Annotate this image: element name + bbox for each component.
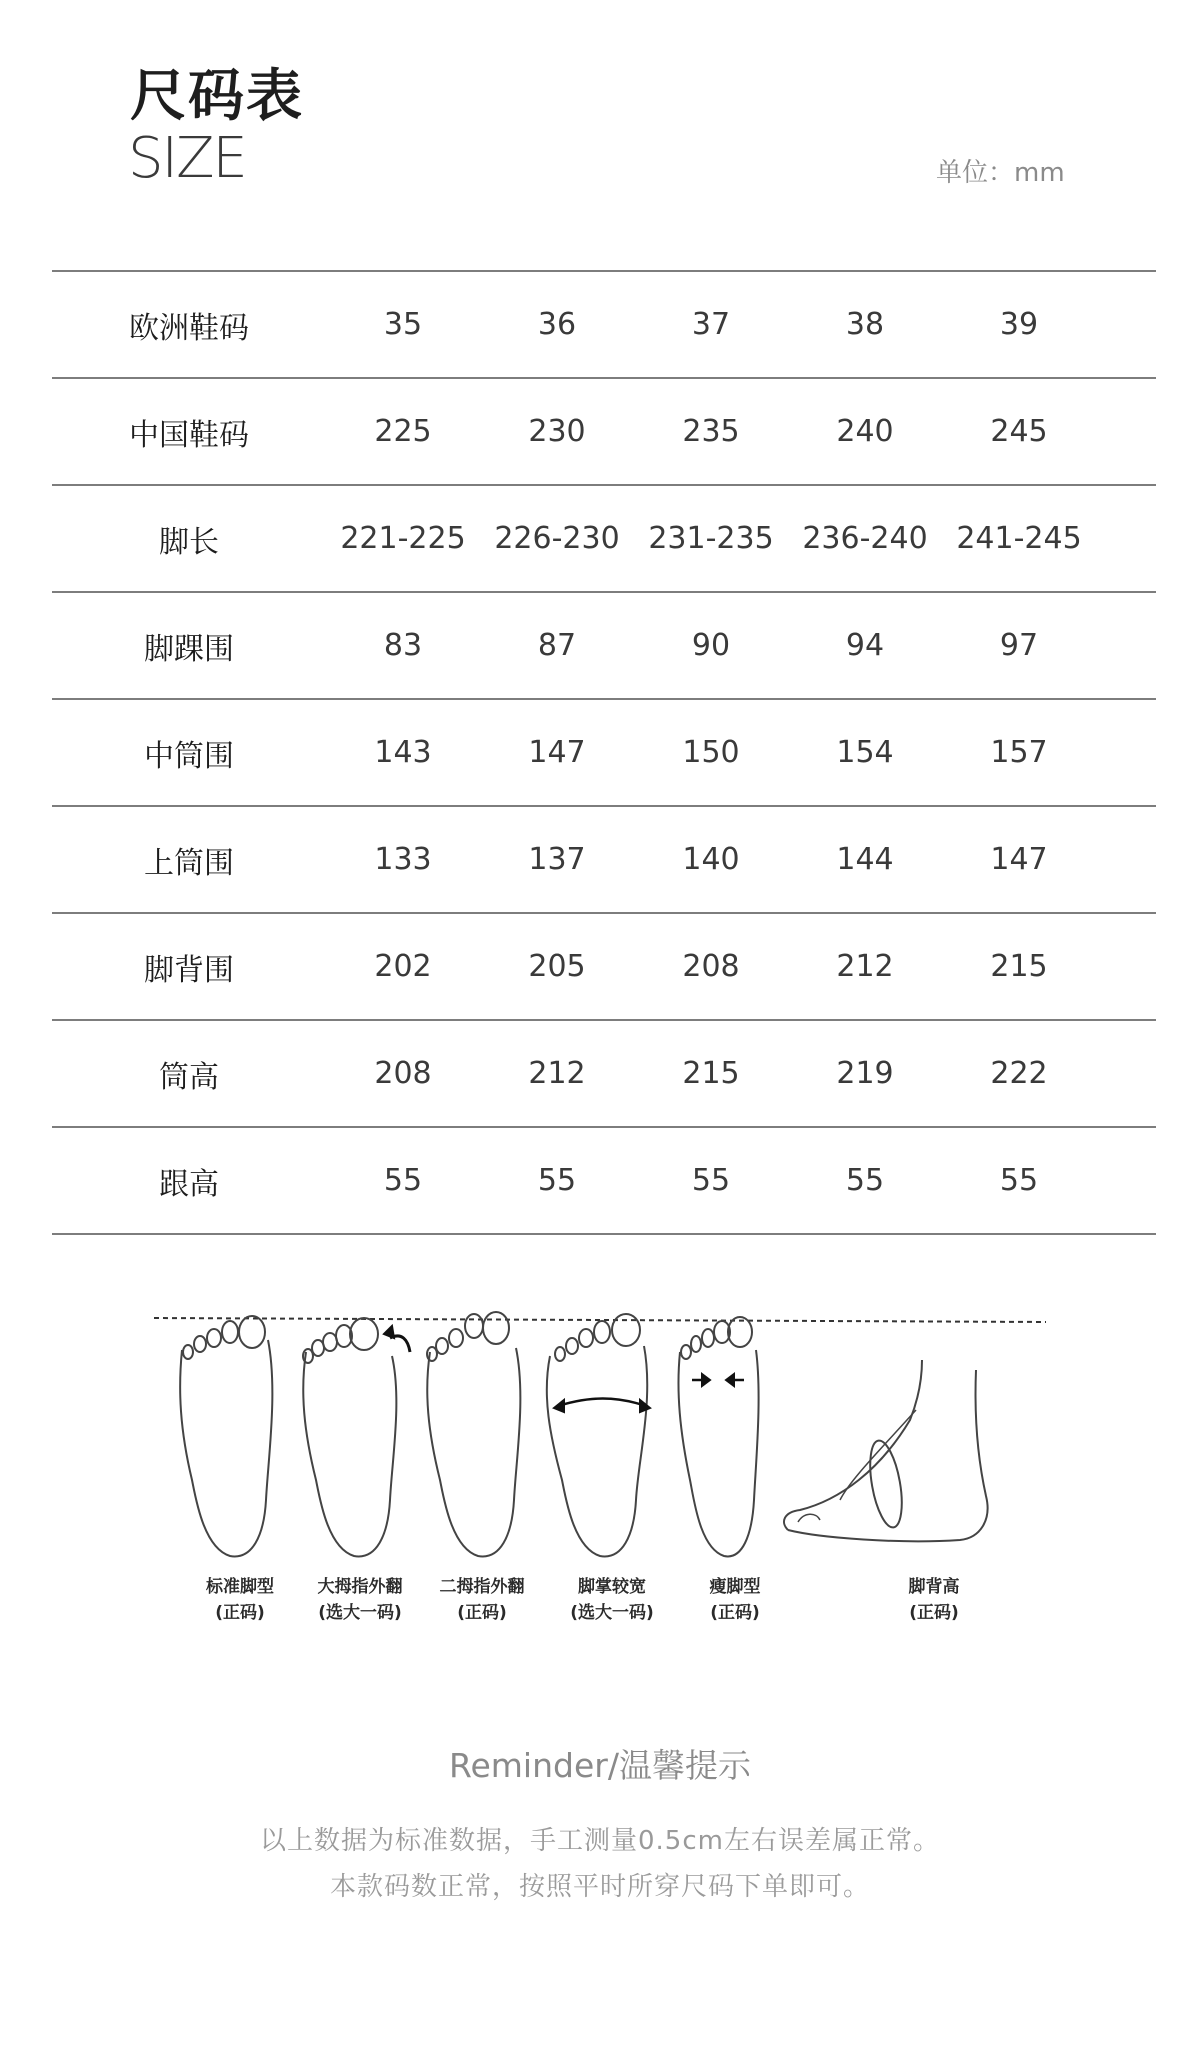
- table-cell: 55: [383, 1163, 423, 1198]
- foot-type-name: 二拇指外翻: [439, 1577, 525, 1597]
- row-label: 跟高: [159, 1166, 219, 1202]
- table-pad: [1096, 913, 1156, 1020]
- table-cell: 97: [999, 628, 1039, 663]
- table-cell: 143: [374, 735, 432, 770]
- table-cell: 39: [999, 307, 1039, 342]
- table-cell: 36: [537, 307, 577, 342]
- table-pad: [1096, 271, 1156, 378]
- table-cell: 202: [374, 949, 432, 984]
- table-cell: 208: [682, 949, 740, 984]
- table-cell: 205: [528, 949, 586, 984]
- table-cell: 147: [990, 842, 1048, 877]
- table-cell: 215: [682, 1056, 740, 1091]
- foot-caption-bunion: [290, 1574, 430, 1626]
- table-cell: 231-235: [648, 521, 774, 556]
- foot-caption-wide: [542, 1574, 682, 1626]
- page-title: 尺码表: [130, 64, 304, 129]
- high-instep-foot-icon: [784, 1360, 988, 1541]
- foot-caption-standard: [170, 1574, 310, 1626]
- row-label: 脚长: [159, 524, 219, 560]
- row-label: 上筒围: [144, 845, 234, 881]
- row-label: 脚背围: [144, 952, 234, 988]
- foot-type-name: 大拇指外翻: [317, 1577, 403, 1597]
- table-cell: 241-245: [956, 521, 1082, 556]
- table-pad: [1096, 378, 1156, 485]
- foot-caption-high-instep: [864, 1574, 1004, 1626]
- table-row: [52, 271, 1156, 378]
- table-cell: 208: [374, 1056, 432, 1091]
- table-cell: 144: [836, 842, 894, 877]
- table-cell: 157: [990, 735, 1048, 770]
- foot-type-advice: (正码): [710, 1603, 760, 1623]
- bunion-foot-icon: [303, 1318, 410, 1556]
- reminder-line-1: 以上数据为标准数据，手工测量0.5cm左右误差属正常。: [260, 1826, 940, 1856]
- table-cell: 55: [999, 1163, 1039, 1198]
- table-row: [52, 378, 1156, 485]
- slim-foot-icon: [678, 1317, 758, 1556]
- table-cell: 37: [691, 307, 731, 342]
- table-row: [52, 1127, 1156, 1234]
- wide-foot-icon: [547, 1314, 650, 1556]
- table-cell: 236-240: [802, 521, 928, 556]
- table-cell: 38: [845, 307, 885, 342]
- table-cell: 55: [537, 1163, 577, 1198]
- foot-type-name: 脚背高: [908, 1577, 960, 1597]
- foot-type-advice: (正码): [215, 1603, 265, 1623]
- foot-type-name: 瘦脚型: [709, 1577, 761, 1597]
- reminder-line-2: 本款码数正常，按照平时所穿尺码下单即可。: [329, 1872, 870, 1902]
- row-label: 中国鞋码: [129, 417, 249, 453]
- second-toe-foot-icon: [427, 1312, 520, 1556]
- foot-type-drawing: [140, 1300, 1060, 1570]
- table-pad: [1096, 699, 1156, 806]
- foot-type-advice: (正码): [457, 1603, 507, 1623]
- table-row: [52, 1020, 1156, 1127]
- row-label: 欧洲鞋码: [129, 310, 249, 346]
- table-row: [52, 699, 1156, 806]
- table-cell: 212: [836, 949, 894, 984]
- table-cell: 87: [537, 628, 577, 663]
- foot-type-advice: (正码): [909, 1603, 959, 1623]
- table-cell: 225: [374, 414, 432, 449]
- foot-caption-slim: [665, 1574, 805, 1626]
- row-label: 筒高: [159, 1059, 219, 1095]
- table-cell: 226-230: [494, 521, 620, 556]
- foot-type-advice: (选大一码): [570, 1603, 654, 1623]
- table-cell: 235: [682, 414, 740, 449]
- unit-label: 单位：mm: [936, 158, 1065, 188]
- table-cell: 147: [528, 735, 586, 770]
- table-cell: 55: [691, 1163, 731, 1198]
- table-cell: 222: [990, 1056, 1048, 1091]
- table-row: [52, 913, 1156, 1020]
- foot-caption-second-toe: [412, 1574, 552, 1626]
- standard-foot-icon: [180, 1316, 272, 1556]
- table-row: [52, 592, 1156, 699]
- table-cell: 83: [383, 628, 423, 663]
- table-cell: 137: [528, 842, 586, 877]
- table-cell: 245: [990, 414, 1048, 449]
- table-cell: 150: [682, 735, 740, 770]
- row-label: 脚踝围: [144, 631, 234, 667]
- table-pad: [1096, 806, 1156, 913]
- row-label: 中筒围: [144, 738, 234, 774]
- table-cell: 154: [836, 735, 894, 770]
- reminder-title: Reminder/温馨提示: [449, 1746, 751, 1785]
- table-pad: [1096, 485, 1156, 592]
- foot-type-advice: (选大一码): [318, 1603, 402, 1623]
- table-row: [52, 485, 1156, 592]
- table-cell: 90: [691, 628, 731, 663]
- foot-type-name: 脚掌较宽: [578, 1577, 646, 1597]
- table-cell: 230: [528, 414, 586, 449]
- table-cell: 140: [682, 842, 740, 877]
- table-cell: 219: [836, 1056, 894, 1091]
- table-cell: 215: [990, 949, 1048, 984]
- table-cell: 212: [528, 1056, 586, 1091]
- page-subtitle: SIZE: [128, 126, 246, 191]
- size-table: [52, 270, 1156, 1235]
- table-cell: 94: [845, 628, 885, 663]
- table-pad: [1096, 1020, 1156, 1127]
- table-pad: [1096, 592, 1156, 699]
- table-pad: [1096, 1127, 1156, 1234]
- table-row: [52, 806, 1156, 913]
- table-cell: 221-225: [340, 521, 466, 556]
- table-cell: 35: [383, 307, 423, 342]
- table-cell: 133: [374, 842, 432, 877]
- table-cell: 240: [836, 414, 894, 449]
- table-cell: 55: [845, 1163, 885, 1198]
- foot-type-name: 标准脚型: [206, 1577, 274, 1597]
